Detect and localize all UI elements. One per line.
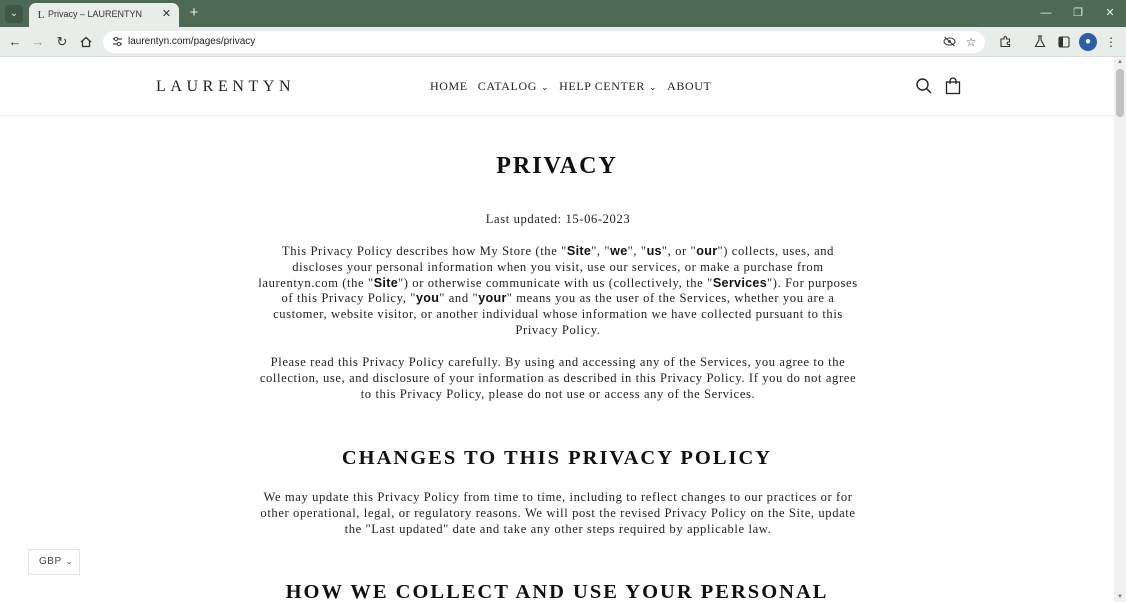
tab-title: Privacy – LAURENTYN xyxy=(48,9,143,19)
tune-icon[interactable] xyxy=(109,34,125,50)
favicon: L xyxy=(37,9,45,21)
active-tab[interactable] xyxy=(29,3,179,27)
kebab-menu-icon[interactable]: ⋮ xyxy=(1105,35,1117,49)
shopping-bag-icon[interactable] xyxy=(944,77,962,95)
search-icon[interactable] xyxy=(915,77,933,95)
site-logo[interactable]: LAURENTYN xyxy=(156,78,296,95)
close-icon[interactable]: ✕ xyxy=(161,8,172,20)
currency-selector[interactable] xyxy=(28,549,80,575)
currency-value: GBP xyxy=(39,556,62,567)
profile-icon[interactable]: ● xyxy=(1079,33,1097,51)
section-title-changes: CHANGES TO THIS PRIVACY POLICY xyxy=(341,447,773,469)
nav-catalog[interactable]: CATALOG ⌄ xyxy=(477,79,550,93)
read-notice-paragraph: Please read this Privacy Policy carefully. By using and accessing any of the Services, you agree to the collection, use, and disclosure of your information as described in this Privacy Policy. If you do not agree to this Privacy Policy, please do not use or access any of the Services. xyxy=(259,355,857,401)
eye-off-icon[interactable] xyxy=(941,34,957,50)
scroll-up-icon[interactable]: ▲ xyxy=(1117,59,1123,65)
reload-icon[interactable]: ↻ xyxy=(56,34,68,49)
nav-home[interactable]: HOME xyxy=(430,79,468,93)
restore-icon[interactable]: ❐ xyxy=(1073,7,1083,19)
section-title-collect: HOW WE COLLECT AND USE YOUR PERSONAL xyxy=(285,581,829,602)
close-window-icon[interactable]: ✕ xyxy=(1105,7,1115,19)
page-scrollbar[interactable] xyxy=(1114,57,1126,602)
puzzle-icon[interactable] xyxy=(996,33,1014,51)
intro-paragraph: This Privacy Policy describes how My Store (the "Site", "we", "us", or "our") collects, uses, and discloses your personal information when you visit, use our services, or make a purchase from laurentyn.com (the "Site") or otherwise communicate with us (collectively, the "Services"). For purposes of this Privacy Policy, "you" and "your" means you as the user of the Services, whether you are a customer, website visitor, or another individual whose information we have collected pursuant to this Privacy Policy. xyxy=(258,244,858,337)
browser-toolbar xyxy=(0,27,1126,57)
url-text[interactable]: laurentyn.com/pages/privacy xyxy=(128,36,256,47)
address-bar[interactable] xyxy=(103,31,985,53)
chevron-down-icon: ⌄ xyxy=(540,82,550,92)
chevron-down-icon: ⌄ xyxy=(65,557,73,566)
home-icon[interactable] xyxy=(77,33,95,51)
flask-icon[interactable] xyxy=(1031,33,1049,51)
plus-icon[interactable]: + xyxy=(189,4,199,21)
scrollbar-thumb[interactable] xyxy=(1116,69,1124,117)
main-nav xyxy=(430,79,711,94)
changes-paragraph: We may update this Privacy Policy from time to time, including to reflect changes to our practices or for other operational, legal, or regulatory reasons. We will post the revised Privacy Policy on the Site, update the "Last updated" date and take any other steps required by applicable law. xyxy=(260,490,856,536)
page-title: PRIVACY xyxy=(496,153,618,179)
nav-about[interactable]: ABOUT xyxy=(667,79,712,93)
page-viewport xyxy=(0,57,1126,602)
arrow-left-icon[interactable]: ← xyxy=(8,34,22,49)
arrow-right-icon[interactable]: → xyxy=(31,34,45,49)
minimize-icon[interactable]: — xyxy=(1040,7,1052,19)
site-header xyxy=(0,57,1114,116)
star-icon[interactable]: ☆ xyxy=(965,35,977,49)
nav-help-center[interactable]: HELP CENTER ⌄ xyxy=(559,79,658,93)
scroll-down-icon[interactable]: ▼ xyxy=(1117,594,1123,600)
last-updated: Last updated: 15-06-2023 xyxy=(485,212,631,226)
chevron-down-icon[interactable]: ⌄ xyxy=(5,5,23,23)
window-controls xyxy=(1030,0,1126,27)
side-panel-icon[interactable] xyxy=(1055,33,1073,51)
tab-strip xyxy=(0,0,1126,27)
chevron-down-icon: ⌄ xyxy=(648,82,658,92)
